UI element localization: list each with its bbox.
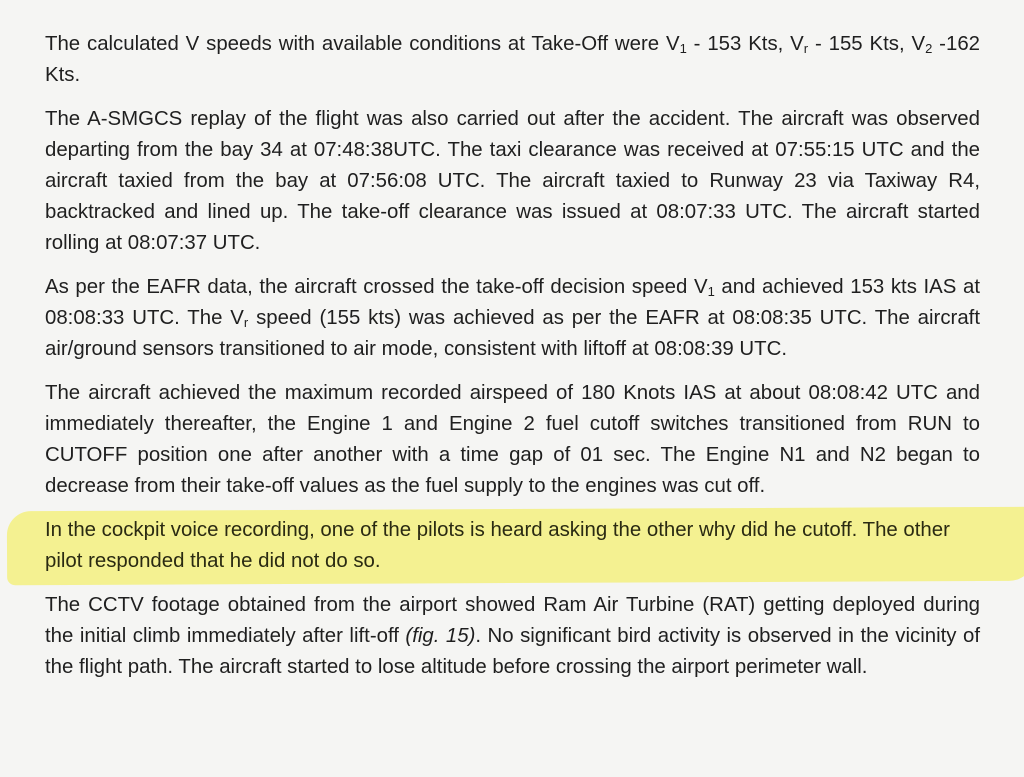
paragraph-fuel-cutoff: The aircraft achieved the maximum recorded airspeed of 180 Knots IAS at about 08:08:42 UTC and immediately thereafter, the Engine 1 and Engine 2 fuel cutoff switches transitioned from RUN to CUTOFF position one after another with a time gap of 01 sec. The Engine N1 and N2 began to decrease from their take-off values as the fuel supply to the engines was cut off.	[45, 382, 980, 497]
document-body	[45, 29, 980, 696]
paragraph-eafr-data: As per the EAFR data, the aircraft crossed the take-off decision speed $V_1$ and achieved 153 kts IAS at 08:08:33 UTC. The $V_r$ speed (155 kts) was achieved as per the EAFR at 08:08:35 UTC. The aircraft air/ground sensors transitioned to air mode, consistent with liftoff at 08:08:39 UTC.	[45, 276, 980, 360]
paragraph-asmgcs-replay: The A-SMGCS replay of the flight was also carried out after the accident. The aircraft was observed departing from the bay 34 at 07:48:38UTC. The taxi clearance was received at 07:55:15 UTC and the aircraft taxied from the bay at 07:56:08 UTC. The aircraft taxied to Runway 23 via Taxiway R4, backtracked and lined up. The take-off clearance was issued at 08:07:33 UTC. The aircraft started rolling at 08:07:37 UTC.	[45, 108, 980, 254]
paragraph-v-speeds: The calculated V speeds with available conditions at Take-Off were $V_1 - 153$ Kts, $V_r - 155$ Kts, $V_2$ -162 Kts.	[45, 33, 980, 86]
paragraph-cockpit-voice: In the cockpit voice recording, one of the pilots is heard asking the other why did he cutoff. The other pilot responded that he did not do so.	[45, 519, 950, 572]
highlighted-passage	[45, 515, 980, 577]
paragraph-cctv-footage: The CCTV footage obtained from the airport showed Ram Air Turbine (RAT) getting deployed during the initial climb immediately after lift-off (fig. 15). No significant bird activity is observed in the vicinity of the flight path. The aircraft started to lose altitude before crossing the airport perimeter wall.	[45, 594, 980, 678]
figure-reference: (fig. 15)	[405, 625, 476, 647]
